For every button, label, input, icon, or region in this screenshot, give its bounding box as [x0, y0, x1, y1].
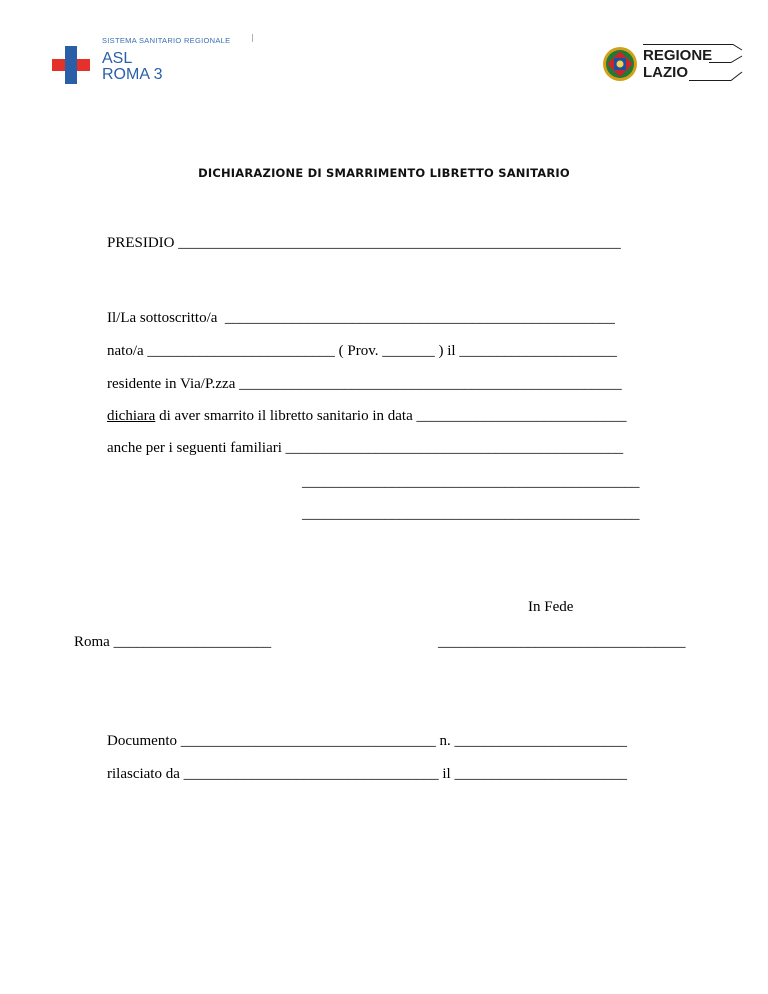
documento-line: Documento __________________________________ n. _______________________	[107, 733, 627, 749]
dichiara-rest: di aver smarrito il libretto sanitario in data ____________________________	[155, 408, 627, 424]
familiari-line: anche per i seguenti familiari _____________________________________________	[107, 440, 624, 456]
asl-system-label: SISTEMA SANITARIO REGIONALE	[102, 36, 231, 45]
familiari-extra-line-1: _____________________________________________	[302, 474, 640, 490]
asl-roma3-logo	[52, 36, 262, 88]
asl-divider-mark	[252, 34, 253, 42]
in-fede-label: In Fede	[528, 599, 574, 615]
rilasciato-line: rilasciato da __________________________________ il _______________________	[107, 766, 627, 782]
roma-date-line: Roma _____________________	[74, 634, 272, 650]
dichiara-line	[107, 407, 627, 425]
lazio-region-line1: REGIONE	[643, 47, 713, 64]
asl-name-line1: ASL	[102, 50, 133, 67]
nato-line: nato/a _________________________ ( Prov. _______ ) il _____________________	[107, 343, 617, 359]
lazio-region-line2: LAZIO	[643, 64, 688, 81]
asl-name-line2: ROMA 3	[102, 66, 163, 83]
presidio-line: PRESIDIO ___________________________________________________________	[107, 235, 621, 251]
signature-line: _________________________________	[438, 634, 686, 650]
dichiara-word: dichiara	[107, 408, 156, 424]
sottoscritto-line: Il/La sottoscritto/a ____________________________________________________	[107, 310, 615, 326]
lazio-seal-icon	[602, 46, 638, 82]
regione-lazio-logo	[602, 44, 742, 84]
residente-line: residente in Via/P.zza ___________________________________________________	[107, 376, 622, 392]
asl-cross-icon	[52, 46, 90, 84]
document-title: DICHIARAZIONE DI SMARRIMENTO LIBRETTO SANITARIO	[198, 166, 570, 180]
familiari-extra-line-2: _____________________________________________	[302, 506, 640, 522]
